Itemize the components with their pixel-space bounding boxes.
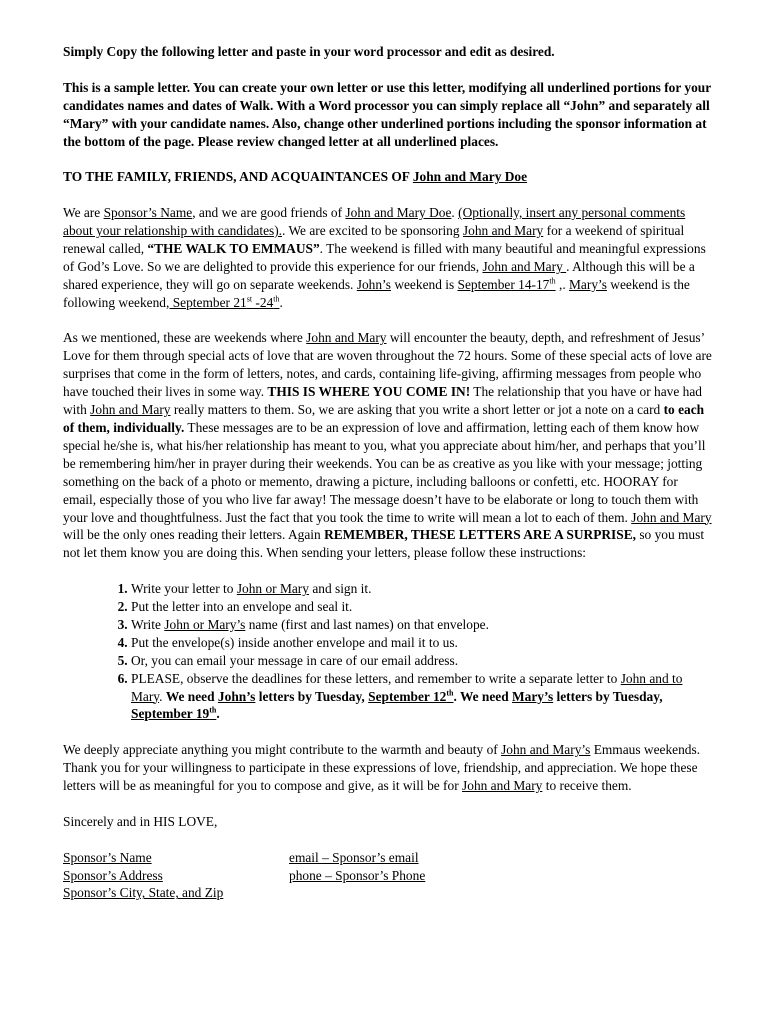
list-item: 3. Write John or Mary’s name (first and last names) on that envelope. bbox=[131, 616, 713, 634]
letter-document bbox=[63, 43, 713, 902]
walk-to-emmaus-title: “THE WALK TO EMMAUS” bbox=[147, 240, 320, 256]
list-item: 4. Put the envelope(s) inside another envelope and mail it to us. bbox=[131, 634, 713, 652]
paragraph-thanks: We deeply appreciate anything you might contribute to the warmth and beauty of John and Mary’s Emmaus weekends. Thank you for your willingness to participate in these expressions of love, friendship, and appreciation. We hope these letters will be as meaningful for you to compose and give, as it will be for John and Mary to receive them. bbox=[63, 742, 701, 794]
candidate-names: John and Mary bbox=[306, 330, 387, 346]
candidate-names: John and Mary Doe bbox=[345, 205, 452, 221]
instruction-paragraph: This is a sample letter. You can create your own letter or use this letter, modifying all underlined portions for your candidates names and dates of Walk. With a Word processor you can simply replace all “John” and separately all “Mary” with your candidate names. Also, change other underlined portions including the sponsor information at the bottom of the page. Please review changed letter at all underlined places. bbox=[63, 79, 711, 149]
john-weekend-date: September 14-17th bbox=[457, 276, 556, 292]
candidate-names: John and Mary bbox=[462, 223, 544, 239]
sponsor-name-placeholder: Sponsor’s Name bbox=[103, 205, 193, 221]
candidate-names: John and Mary bbox=[631, 509, 712, 525]
signature-block bbox=[63, 849, 713, 903]
sponsor-city-field: Sponsor’s City, State, and Zip bbox=[63, 885, 224, 901]
candidate-names: John and Mary bbox=[482, 258, 567, 274]
heading-prefix: TO THE FAMILY, FRIENDS, AND ACQUAINTANCES OF bbox=[63, 169, 413, 185]
optional-comments-placeholder: (Optionally, insert any personal comments about your relationship with candidates). bbox=[63, 205, 686, 239]
emphasis-text: to each of them, individually. bbox=[63, 402, 705, 435]
list-item: 5. Or, you can email your message in care of our email address. bbox=[131, 652, 713, 670]
list-item: 6. PLEASE, observe the deadlines for these letters, and remember to write a separate letter to John and to Mary. We need John’s letters by Tuesday, September 12th. We need Mary’s letters by Tuesday, September 19th. bbox=[131, 670, 713, 724]
mary-weekend-date: , September 21st -24th bbox=[166, 294, 280, 310]
john-placeholder: John’s bbox=[356, 276, 391, 292]
list-item: 1. Write your letter to John or Mary and sign it. bbox=[131, 580, 713, 598]
closing-line: Sincerely and in HIS LOVE, bbox=[63, 813, 218, 829]
paragraph-introduction: We are Sponsor’s Name, and we are good friends of John and Mary Doe. (Optionally, insert any personal comments about your relationship with candidates).. We are excited to be sponsoring John and Mary for a weekend of spiritual renewal called, “THE WALK TO EMMAUS”. The weekend is filled with many beautiful and meaningful expressions of God’s Love. So we are delighted to provide this experience for our friends, John and Mary . Although this will be a shared experience, they will go on separate weekends. John’s weekend is September 14-17th ,. Mary’s weekend is the following weekend, September 21st -24th. bbox=[63, 205, 706, 310]
heading-candidate-names: John and Mary Doe bbox=[412, 169, 528, 185]
mary-placeholder: Mary’s bbox=[569, 276, 607, 292]
paragraph-request: As we mentioned, these are weekends where John and Mary will encounter the beauty, depth, and refreshment of Jesus’ Love for them through special acts of love that are woven throughout the 72 hours. Some of these special acts of love are surprises that come in the form of letters, notes, and cards, containing life-giving, affirming messages from people who have touched their lives in some way. THIS IS WHERE YOU COME IN! The relationship that you have or have had with John and Mary really matters to them. So, we are asking that you write a short letter or jot a note on a card to each of them, individually. These messages are to be an expression of love and affirmation, letting each of them know how special he/she is, what his/her relationship has meant to you, what you appreciate about him/her, and perhaps that you’ll be remembering him/her in prayer during their weekends. You can be as creative as you like with your message; jotting something on the back of a photo or memento, drawing a picture, including balloons or confetti, etc. HOORAY for email, especially those of you who live far away! The message doesn’t have to be elaborate or long to touch them with your love and thoughtfulness. Just the fact that you took the time to write will mean a lot to each of them. John and Mary will be the only ones reading their letters. Again REMEMBER, THESE LETTERS ARE A SURPRISE, so you must not let them know you are doing this. When sending your letters, please follow these instructions: bbox=[63, 330, 712, 561]
emphasis-text: REMEMBER, THESE LETTERS ARE A SURPRISE, bbox=[324, 527, 636, 543]
emphasis-text: THIS IS WHERE YOU COME IN! bbox=[267, 384, 471, 400]
sponsor-address-field: Sponsor’s Address bbox=[63, 867, 163, 883]
candidate-names: John and Mary’s bbox=[501, 742, 591, 758]
sponsor-phone-field: phone – Sponsor’s Phone bbox=[289, 867, 426, 883]
sponsor-email-field: email – Sponsor’s email bbox=[289, 849, 419, 865]
list-item: 2. Put the letter into an envelope and seal it. bbox=[131, 598, 713, 616]
instruction-line: Simply Copy the following letter and paste in your word processor and edit as desired. bbox=[63, 44, 555, 59]
letter-heading bbox=[63, 168, 713, 186]
sponsor-name-field: Sponsor’s Name bbox=[63, 849, 152, 865]
candidate-names: John and Mary bbox=[462, 778, 543, 794]
candidate-names: John and Mary bbox=[90, 402, 171, 418]
instructions-list bbox=[63, 580, 713, 723]
